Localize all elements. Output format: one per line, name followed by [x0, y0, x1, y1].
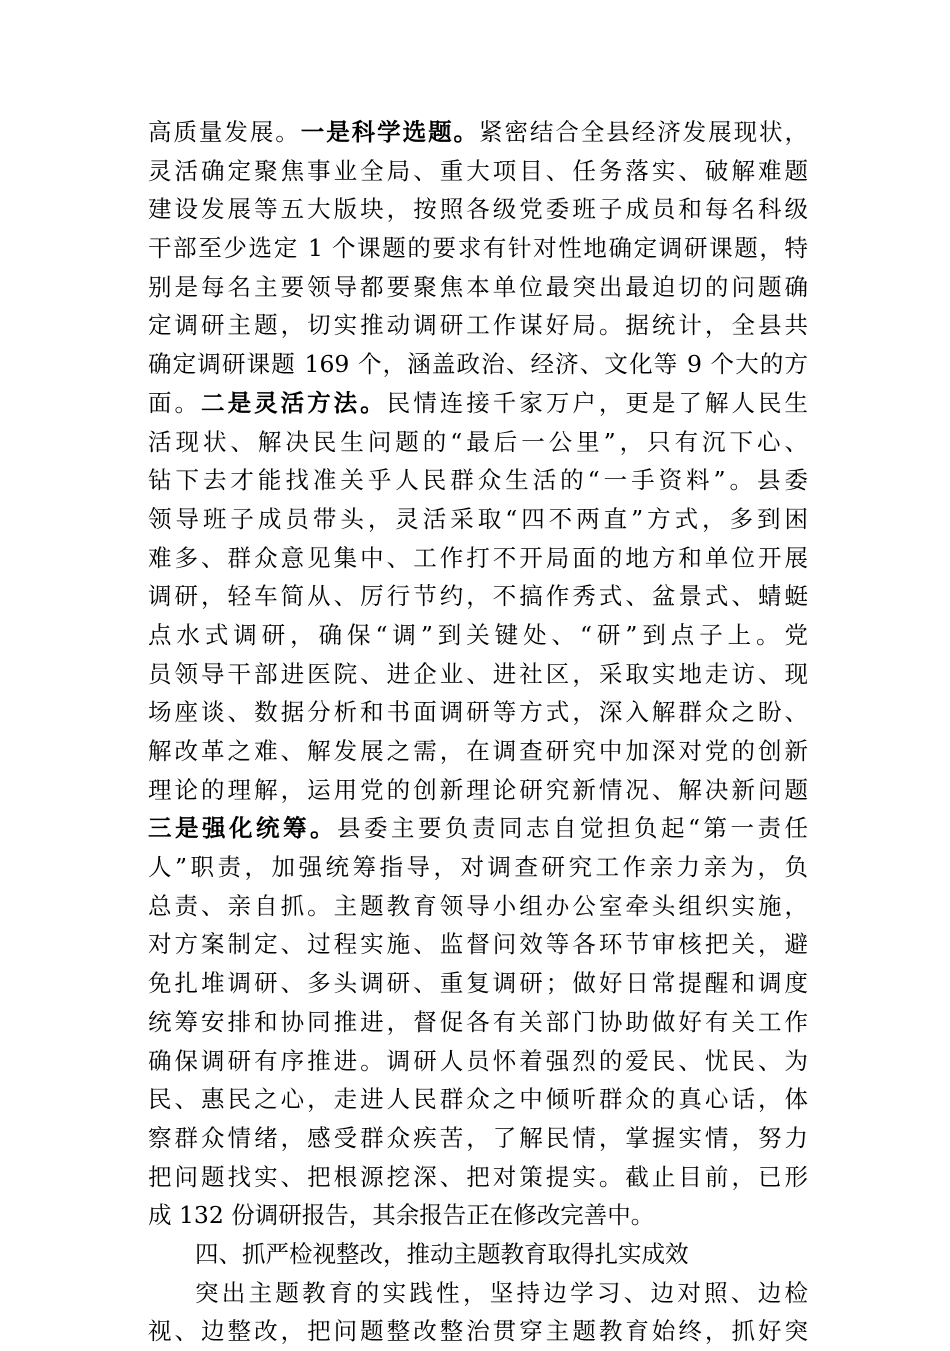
- text-line: 点水式调研，确保“调”到关键处、“研”到点子上。党: [148, 620, 808, 649]
- text-line: 确定调研课题 169 个，涵盖政治、经济、文化等 9 个大的方: [148, 350, 808, 379]
- text-line: 理论的理解，运用党的创新理论研究新情况、解决新问题: [148, 775, 808, 804]
- text-line: 调研，轻车简从、厉行节约，不搞作秀式、盆景式、蜻蜓: [148, 582, 808, 611]
- text-line: 对方案制定、过程实施、监督问效等各环节审核把关，避: [148, 930, 808, 959]
- text-run: 民情连接千家万户，更是了解人民生: [386, 388, 808, 417]
- text-line: 建设发展等五大版块，按照各级党委班子成员和每名科级: [148, 195, 808, 224]
- text-line: 确保调研有序推进。调研人员怀着强烈的爱民、忧民、为: [148, 1046, 808, 1075]
- text-line: 突出主题教育的实践性，坚持边学习、边对照、边检: [195, 1278, 808, 1307]
- bold-lead-phrase: 二是灵活方法。: [201, 388, 387, 417]
- text-line: 民、惠民之心，走进人民群众之中倾听群众的真心话，体: [148, 1085, 808, 1114]
- text-line: 灵活确定聚焦事业全局、重大项目、任务落实、破解难题: [148, 156, 808, 185]
- text-line: [148, 113, 808, 152]
- text-line: 总责、亲自抓。主题教育领导小组办公室牵头组织实施，: [148, 891, 808, 920]
- bold-lead-phrase: 三是强化统筹。: [148, 814, 337, 843]
- text-line: 干部至少选定 1 个课题的要求有针对性地确定调研课题，特: [148, 234, 808, 263]
- text-run: 县委主要负责同志自觉担负起“第一责任: [337, 814, 808, 843]
- body-text: [148, 113, 808, 1351]
- text-line: [148, 384, 808, 423]
- bold-lead-phrase: 一是科学选题。: [300, 118, 479, 146]
- text-line: 人”职责，加强统筹指导，对调查研究工作亲力亲为，负: [148, 853, 808, 882]
- text-line: 难多、群众意见集中、工作打不开局面的地方和单位开展: [148, 543, 808, 572]
- section-heading: 四、抓严检视整改，推动主题教育取得扎实成效: [195, 1239, 689, 1268]
- text-line: [148, 809, 808, 848]
- text-run: 面。: [148, 388, 202, 417]
- text-line: 把问题找实、把根源挖深、把对策提实。截止目前，已形: [148, 1162, 808, 1191]
- text-line: 免扎堆调研、多头调研、重复调研；做好日常提醒和调度: [148, 969, 808, 998]
- text-line: 成 132 份调研报告，其余报告正在修改完善中。: [148, 1201, 655, 1230]
- text-line: 场座谈、数据分析和书面调研等方式，深入解群众之盼、: [148, 698, 808, 727]
- text-line: 别是每名主要领导都要聚焦本单位最突出最迫切的问题确: [148, 272, 808, 301]
- text-line: 察群众情绪，感受群众疾苦，了解民情，掌握实情，努力: [148, 1123, 808, 1152]
- text-line: 定调研主题，切实推动调研工作谋好局。据统计，全县共: [148, 311, 808, 340]
- text-line: 解改革之难、解发展之需，在调查研究中加深对党的创新: [148, 737, 808, 765]
- text-line: 领导班子成员带头，灵活采取“四不两直”方式，多到困: [148, 504, 808, 533]
- text-run: 紧密结合全县经济发展现状，: [479, 118, 808, 146]
- text-line: 活现状、解决民生问题的“最后一公里”，只有沉下心、: [148, 427, 808, 456]
- text-line: 统筹安排和协同推进，督促各有关部门协助做好有关工作: [148, 1007, 808, 1036]
- text-run: 高质量发展。: [148, 118, 301, 146]
- text-line: 钻下去才能找准关乎人民群众生活的“一手资料”。县委: [148, 466, 808, 495]
- text-line: 员领导干部进医院、进企业、进社区，采取实地走访、现: [148, 659, 808, 688]
- text-line: 视、边整改，把问题整改整治贯穿主题教育始终，抓好突: [148, 1317, 808, 1346]
